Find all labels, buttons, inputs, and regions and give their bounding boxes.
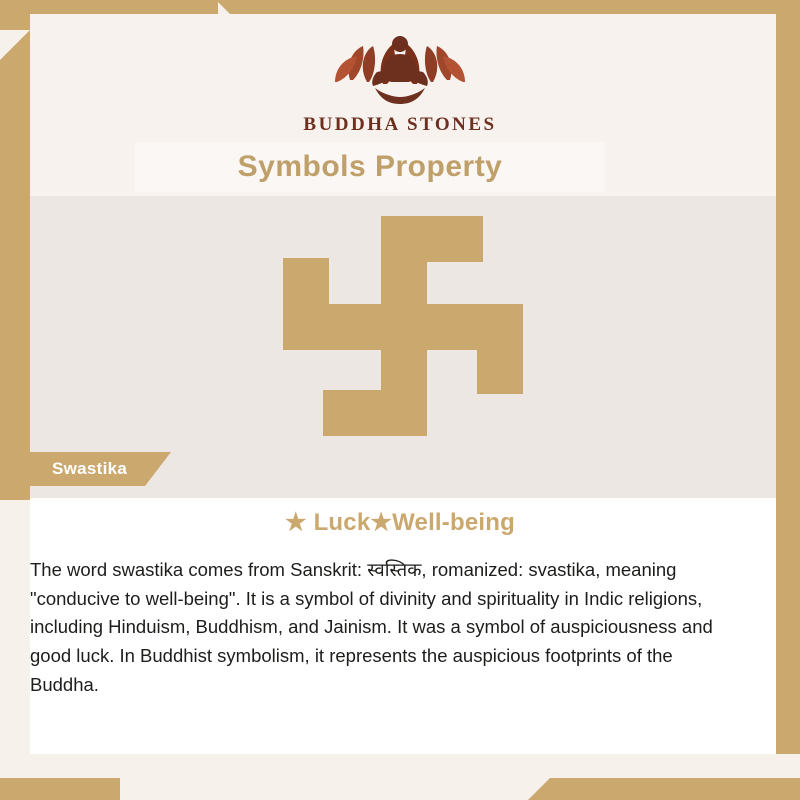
top-accent-diagonal bbox=[216, 0, 230, 14]
lotus-meditation-icon bbox=[315, 20, 485, 110]
brand-logo bbox=[0, 20, 800, 136]
ribbon-tail bbox=[145, 452, 171, 486]
bottom-accent-diagonal bbox=[528, 778, 550, 800]
symbol-name-ribbon bbox=[0, 452, 171, 486]
bottom-right-accent-bar bbox=[550, 778, 800, 800]
symbol-display-area bbox=[30, 196, 776, 458]
symbol-description: The word swastika comes from Sanskrit: स्वस्तिक, romanized: svastika, meaning "conducive to well-being". It is a symbol of divinity and spirituality in Indic religions, including Hinduism, Buddhism, and Jainism. It was a symbol of auspiciousness and good luck. In Buddhist symbolism, it represents the auspicious footprints of the Buddha. bbox=[30, 559, 713, 695]
brand-name: BUDDHA STONES bbox=[303, 114, 497, 135]
top-right-accent-bar bbox=[230, 0, 800, 14]
swastika-symbol-icon bbox=[283, 216, 523, 436]
page-title: Symbols Property bbox=[237, 150, 503, 183]
top-left-accent-bar bbox=[0, 0, 218, 14]
ribbon-body bbox=[0, 452, 145, 486]
symbol-keywords: ★ Luck★Well-being bbox=[284, 509, 515, 536]
bottom-left-accent-bar bbox=[0, 778, 120, 800]
symbol-name-label: Swastika bbox=[52, 459, 128, 478]
title-banner bbox=[135, 142, 605, 192]
